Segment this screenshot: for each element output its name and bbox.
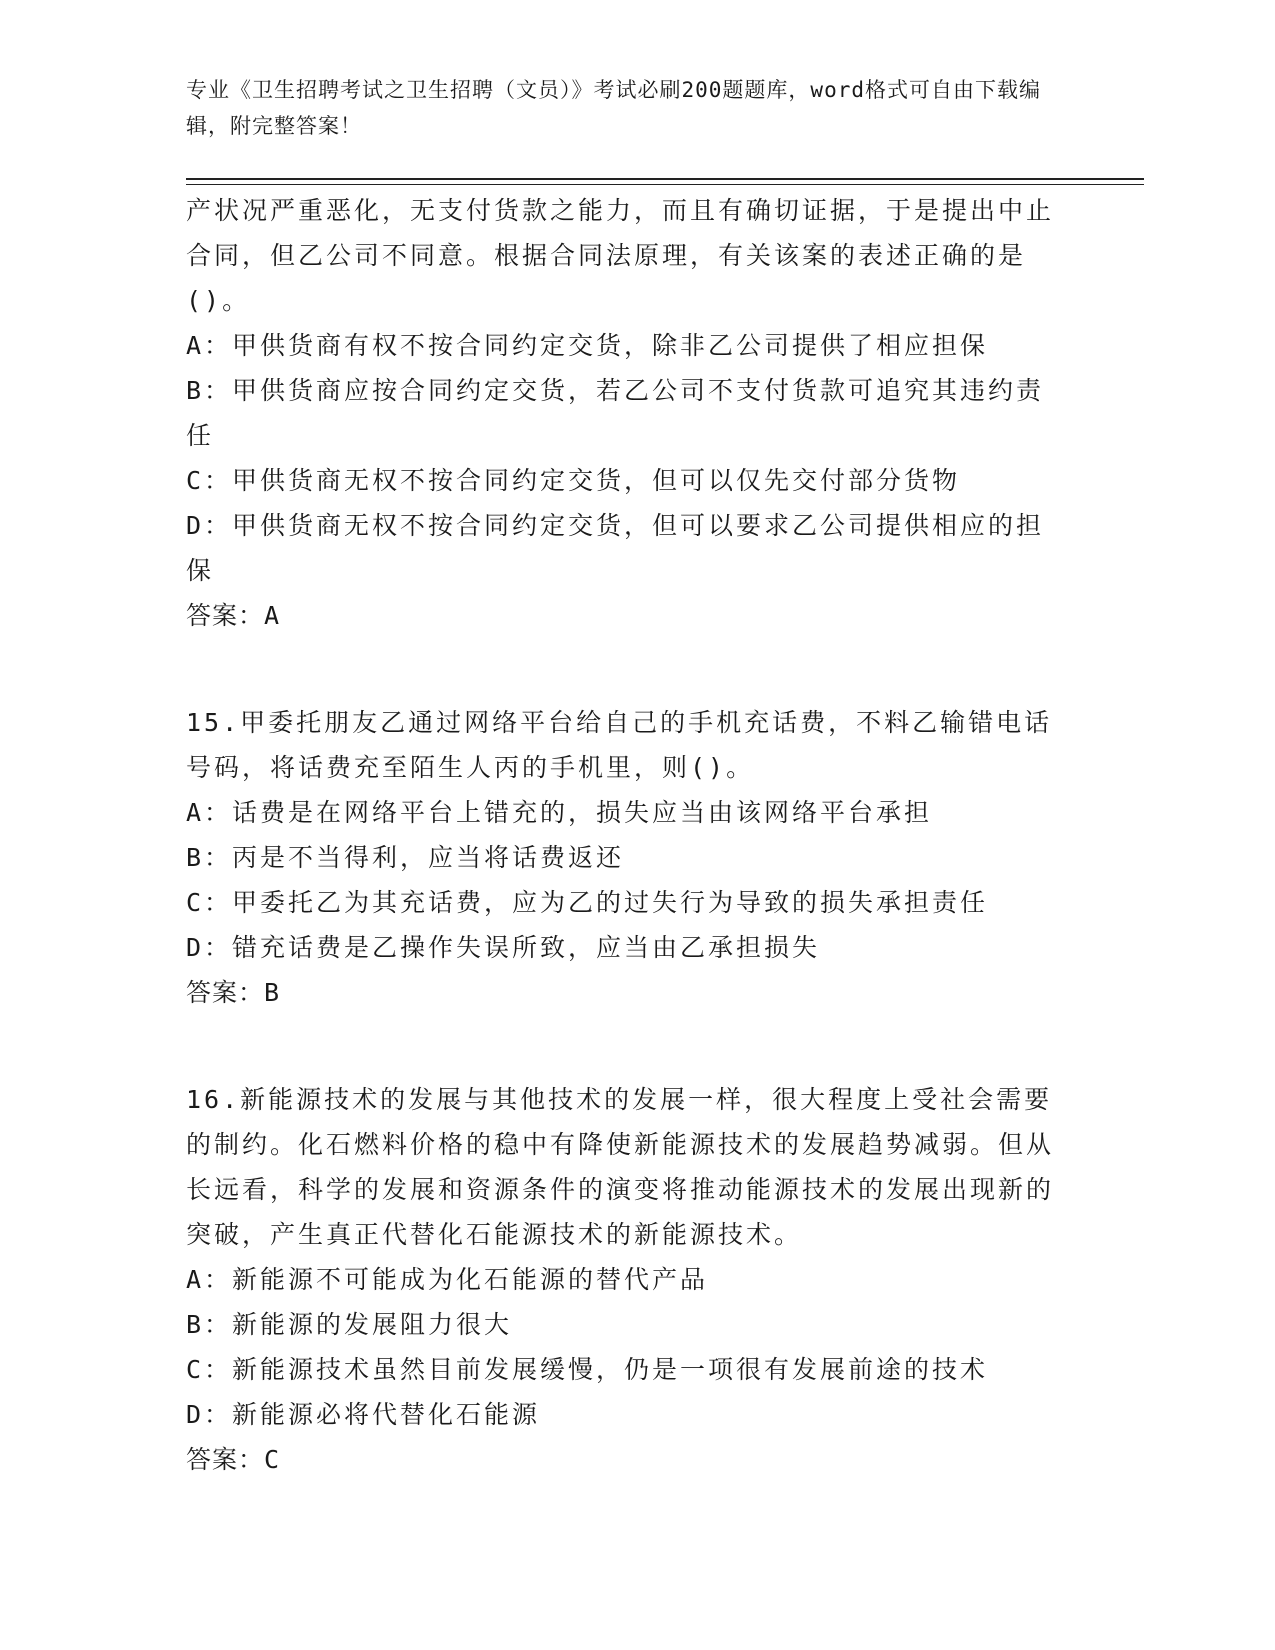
header-divider-thick xyxy=(186,178,1144,180)
option-a: A：甲供货商有权不按合同约定交货，除非乙公司提供了相应担保 xyxy=(186,331,989,360)
option-b: B：新能源的发展阻力很大 xyxy=(186,1310,513,1339)
option-d: D：新能源必将代替化石能源 xyxy=(186,1400,541,1429)
option-c: C：甲委托乙为其充话费，应为乙的过失行为导致的损失承担责任 xyxy=(186,888,989,917)
option-a: A：话费是在网络平台上错充的，损失应当由该网络平台承担 xyxy=(186,798,933,827)
option-b: B：甲供货商应按合同约定交货，若乙公司不支付货款可追究其违约责任 xyxy=(186,376,1045,450)
header-title: 专业《卫生招聘考试之卫生招聘（文员）》考试必刷200题题库，word格式可自由下载编辑，附完整答案！ xyxy=(186,78,1041,138)
question-block xyxy=(186,700,1066,1015)
question-list xyxy=(186,188,1066,1482)
question-stem: 15.甲委托朋友乙通过网络平台给自己的手机充话费，不料乙输错电话号码，将话费充至陌生人丙的手机里，则()。 xyxy=(186,708,1053,782)
option-d: D：甲供货商无权不按合同约定交货，但可以要求乙公司提供相应的担保 xyxy=(186,511,1045,585)
page-header xyxy=(186,72,1066,144)
question-block xyxy=(186,1077,1066,1482)
option-b: B：丙是不当得利，应当将话费返还 xyxy=(186,843,625,872)
option-a: A：新能源不可能成为化石能源的替代产品 xyxy=(186,1265,709,1294)
question-stem: 产状况严重恶化，无支付货款之能力，而且有确切证据，于是提出中止合同，但乙公司不同意。根据合同法原理，有关该案的表述正确的是()。 xyxy=(186,196,1055,315)
question-spacer xyxy=(186,1015,1066,1077)
header-divider-thin xyxy=(186,184,1144,185)
option-c: C：甲供货商无权不按合同约定交货，但可以仅先交付部分货物 xyxy=(186,466,961,495)
question-stem: 16.新能源技术的发展与其他技术的发展一样，很大程度上受社会需要的制约。化石燃料价格的稳中有降使新能源技术的发展趋势减弱。但从长远看，科学的发展和资源条件的演变将推动能源技术的发展出现新的突破，产生真正代替化石能源技术的新能源技术。 xyxy=(186,1085,1055,1249)
answer-line: 答案：A xyxy=(186,601,281,630)
answer-line: 答案：B xyxy=(186,978,281,1007)
option-d: D：错充话费是乙操作失误所致，应当由乙承担损失 xyxy=(186,933,821,962)
option-c: C：新能源技术虽然目前发展缓慢，仍是一项很有发展前途的技术 xyxy=(186,1355,989,1384)
answer-line: 答案：C xyxy=(186,1445,281,1474)
question-spacer xyxy=(186,638,1066,700)
question-block xyxy=(186,188,1066,638)
